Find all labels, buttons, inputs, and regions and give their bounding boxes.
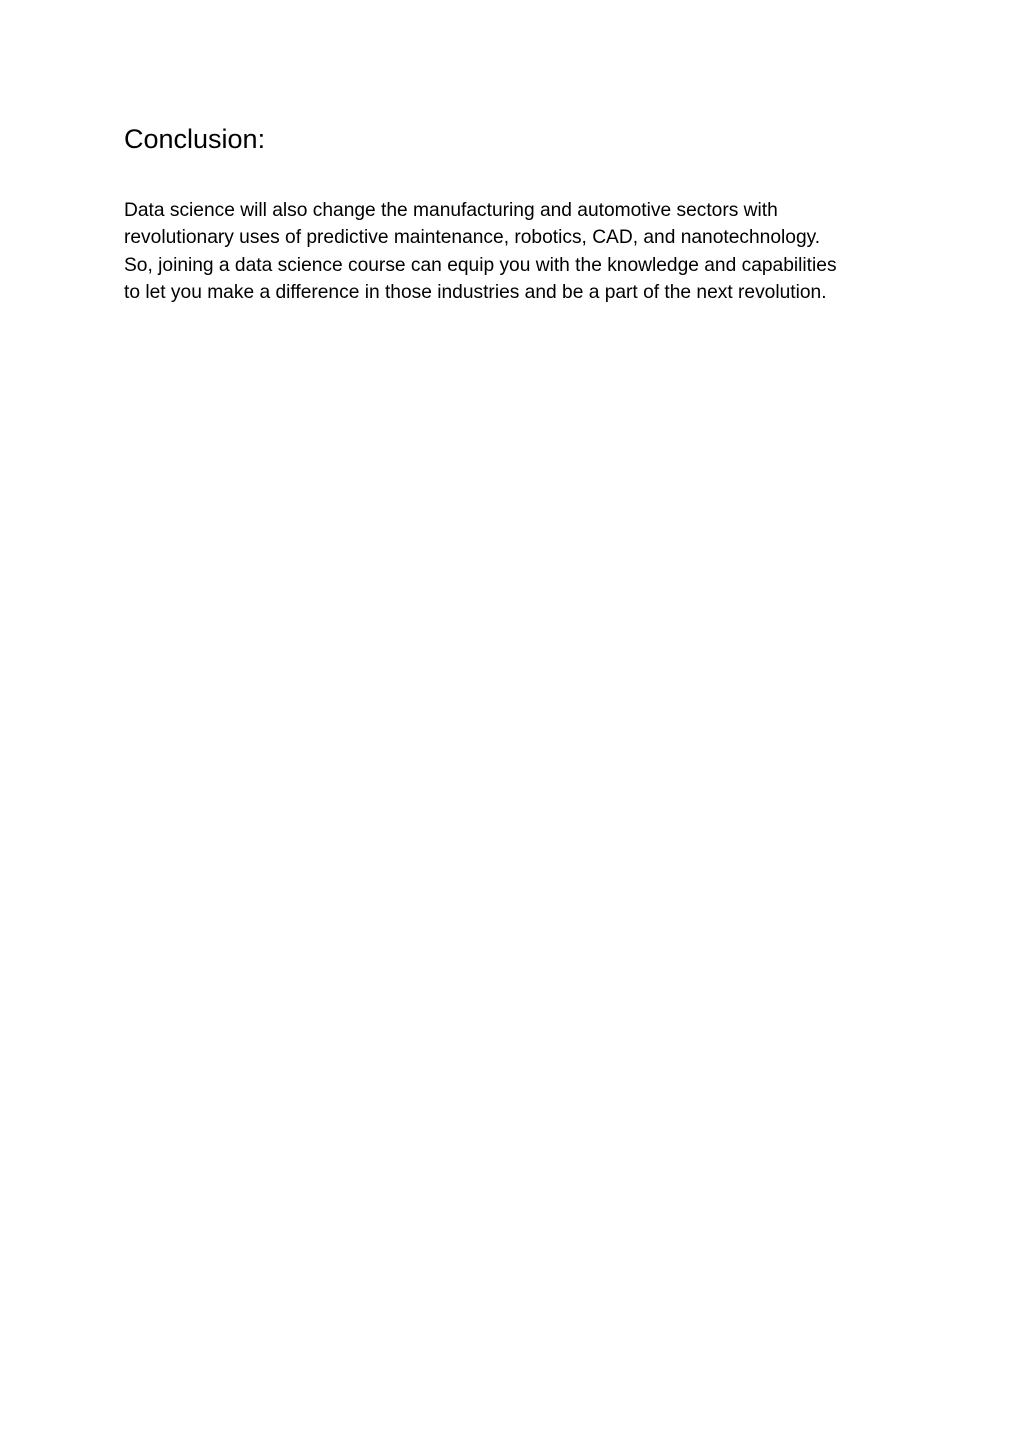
- paragraph-line: revolutionary uses of predictive maintenance, robotics, CAD, and nanotechnology.: [124, 227, 821, 249]
- section-heading: Conclusion:: [124, 124, 266, 154]
- paragraph-line: So, joining a data science course can equip you with the knowledge and capabilities: [124, 254, 837, 276]
- conclusion-paragraph: [124, 197, 914, 307]
- paragraph-line: to let you make a difference in those industries and be a part of the next revolution.: [124, 282, 827, 304]
- paragraph-line: Data science will also change the manufacturing and automotive sectors with: [124, 200, 778, 221]
